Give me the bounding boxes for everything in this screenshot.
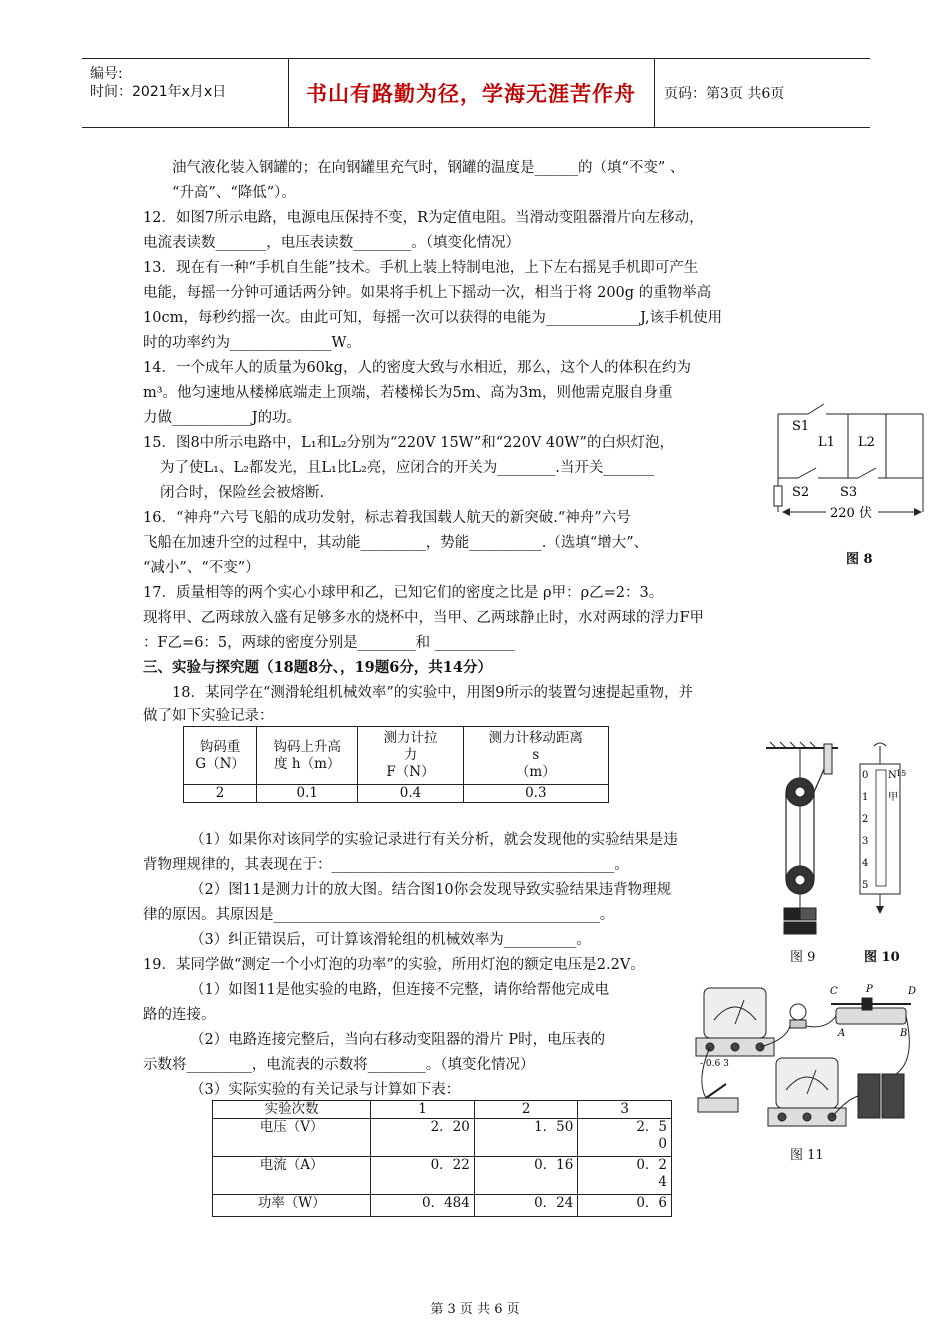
- text-line: 做了如下实验记录：: [143, 708, 274, 724]
- figure-11-apparatus: [686, 980, 920, 1140]
- table-cell: 1: [371, 1101, 475, 1119]
- fig10-label: 图 10: [864, 950, 900, 965]
- fig10-jia: 甲: [888, 792, 898, 803]
- fig10-mark: 1: [862, 792, 869, 803]
- fig10-mark: 3: [862, 836, 869, 847]
- figure-9-pulley: [762, 740, 842, 940]
- text-line: 现将甲、乙两球放入盛有足够多水的烧杯中，当甲、乙两球静止时，水对两球的浮力F甲: [143, 610, 705, 626]
- text-line: 时的功率约为______________W。: [143, 335, 361, 351]
- text-line: 飞船在加速升空的过程中，其动能_________，势能__________.（选填“增大”、: [143, 535, 649, 551]
- table-cell: 功率（W）: [213, 1195, 371, 1217]
- text-line: 13．现在有一种“手机自生能”技术。手机上装上特制电池，上下左右摇晃手机即可产生: [143, 260, 699, 276]
- fig10-mark: 2: [862, 814, 869, 825]
- text-line: （3）纠正错误后，可计算该滑轮组的机械效率为__________。: [190, 932, 591, 948]
- text-line: 10cm，每秒约摇一次。由此可知，每摇一次可以获得的电能为_____________J,该手机使用: [143, 310, 723, 326]
- fig8-s1: S1: [792, 419, 810, 434]
- text-line: “减小”、“不变”）: [143, 560, 260, 576]
- text-line: 背物理规律的，其表现在于：_______________________________________。: [143, 857, 629, 873]
- page-header: [82, 58, 870, 128]
- table-cell: 0.4: [358, 785, 463, 803]
- table-cell: 1．50: [474, 1119, 578, 1157]
- text-line: （2）图11是测力计的放大图。结合图10你会发现导致实验结果违背物理规: [190, 882, 672, 898]
- text-line: “升高”、“降低”）。: [172, 185, 296, 201]
- fig10-scale: 15: [896, 769, 907, 778]
- table-header: 钩码上升高 度 h（m）: [257, 727, 358, 785]
- date-label: 时间：2021年x月x日: [90, 84, 227, 100]
- table-cell: 0．22: [371, 1157, 475, 1195]
- text-line: （1）如图11是他实验的电路，但连接不完整，请你给帮他完成电: [190, 982, 610, 998]
- table-cell: 电流（A）: [213, 1157, 371, 1195]
- table-cell: 0．484: [371, 1195, 475, 1217]
- experiment-table-19: [212, 1100, 672, 1217]
- fig11-label: 图 11: [790, 1148, 824, 1163]
- fig8-label: 图 8: [846, 552, 873, 567]
- table-cell: 0.1: [257, 785, 358, 803]
- text-line: 为了使L₁、L₂都发光，且L₁比L₂亮，应闭合的开关为________.当开关_______: [160, 460, 655, 476]
- text-line: 律的原因。其原因是_____________________________________________。: [143, 907, 615, 923]
- text-line: 19．某同学做“测定一个小灯泡的功率”的实验，所用灯泡的额定电压是2.2V。: [143, 957, 645, 973]
- table-cell: 2．20: [371, 1119, 475, 1157]
- text-line: ：F乙=6：5，两球的密度分别是________和 ___________: [143, 635, 515, 651]
- fig10-mark: 4: [862, 858, 869, 869]
- text-line: 路的连接。: [143, 1007, 216, 1023]
- table-header: 钩码重 G（N）: [184, 727, 257, 785]
- section-heading: 三、实验与探究题（18题8分、，19题6分，共14分）: [143, 659, 492, 676]
- table-cell: 0．6: [578, 1195, 672, 1217]
- header-left: [82, 59, 289, 127]
- experiment-table-18: [183, 726, 609, 803]
- table-cell: 0．16: [474, 1157, 578, 1195]
- table-header: 测力计拉 力 F（N）: [358, 727, 463, 785]
- text-line: 16．“神舟”六号飞船的成功发射，标志着我国载人航天的新突破.“神舟”六号: [143, 510, 631, 526]
- table-cell: 实验次数: [213, 1101, 371, 1119]
- table-cell: 2．5 0: [578, 1119, 672, 1157]
- motto: 书山有路勤为径，学海无涯苦作舟: [288, 59, 655, 127]
- text-line: （1）如果你对该同学的实验记录进行有关分析，就会发现他的实验结果是违: [190, 832, 678, 848]
- text-line: 18．某同学在“测滑轮组机械效率”的实验中，用图9所示的装置匀速提起重物，并: [172, 685, 693, 701]
- text-line: 电流表读数_______，电压表读数________。（填变化情况）: [143, 235, 520, 251]
- fig10-mark: 5: [862, 880, 869, 891]
- fig8-s2: S2: [792, 485, 810, 500]
- table-cell: 0.3: [463, 785, 608, 803]
- fig8-l1: L1: [818, 435, 835, 450]
- text-line: 力做___________J的功。: [143, 410, 302, 426]
- fig10-zero: 0: [862, 770, 869, 781]
- table-header: 测力计移动距离 s （m）: [463, 727, 608, 785]
- table-cell: 2: [474, 1101, 578, 1119]
- fig9-label: 图 9: [790, 950, 816, 965]
- fig8-l2: L2: [858, 435, 875, 450]
- figure-10-spring-scale: [852, 742, 908, 917]
- figure-8-circuit: [768, 400, 928, 530]
- fig11-p: P: [866, 984, 873, 995]
- text-line: 示数将_________，电流表的示数将________。（填变化情况）: [143, 1057, 535, 1073]
- text-line: 12．如图7所示电路，电源电压保持不变，R为定值电阻。当滑动变阻器滑片向左移动，: [143, 210, 704, 226]
- fig11-d: D: [908, 986, 917, 997]
- text-line: （3）实际实验的有关记录与计算如下表：: [190, 1082, 461, 1098]
- fig11-a: A: [838, 1028, 846, 1039]
- fig11-b: B: [900, 1028, 908, 1039]
- text-line: m³。他匀速地从楼梯底端走上顶端，若楼梯长为5m、高为3m，则他需克服自身重: [143, 385, 673, 401]
- table-cell: 电压（V）: [213, 1119, 371, 1157]
- text-line: 油气液化装入钢罐的；在向钢罐里充气时，钢罐的温度是______的（填“不变” 、: [172, 160, 685, 176]
- fig11-c: C: [830, 986, 838, 997]
- fig11-meter-marks: - 0.6 3: [700, 1059, 729, 1069]
- text-line: 15．图8中所示电路中，L₁和L₂分别为“220V 15W”和“220V 40W”的白炽灯泡，: [143, 435, 674, 451]
- number-label: 编号:: [90, 66, 123, 82]
- text-line: （2）电路连接完整后，当向右移动变阻器的滑片 P时，电压表的: [190, 1032, 606, 1048]
- fig10-unit: N: [888, 770, 897, 781]
- text-line: 电能，每摇一分钟可通话两分钟。如果将手机上下摇动一次，相当于将 200g 的重物举高: [143, 285, 712, 301]
- table-cell: 3: [578, 1101, 672, 1119]
- table-cell: 0．24: [474, 1195, 578, 1217]
- text-line: 14．一个成年人的质量为60kg，人的密度大致与水相近，那么，这个人的体积在约为: [143, 360, 691, 376]
- table-cell: 2: [184, 785, 257, 803]
- fig8-s3: S3: [840, 485, 858, 500]
- text-line: 闭合时，保险丝会被熔断.: [160, 485, 325, 501]
- table-cell: 0．2 4: [578, 1157, 672, 1195]
- text-line: 17．质量相等的两个实心小球甲和乙，已知它们的密度之比是 ρ甲：ρ乙=2：3。: [143, 585, 664, 601]
- fig8-voltage: 220 伏: [830, 506, 872, 521]
- page-footer: 第 3 页 共 6 页: [430, 1302, 520, 1317]
- page-info: 页码：第3页 共6页: [664, 86, 785, 102]
